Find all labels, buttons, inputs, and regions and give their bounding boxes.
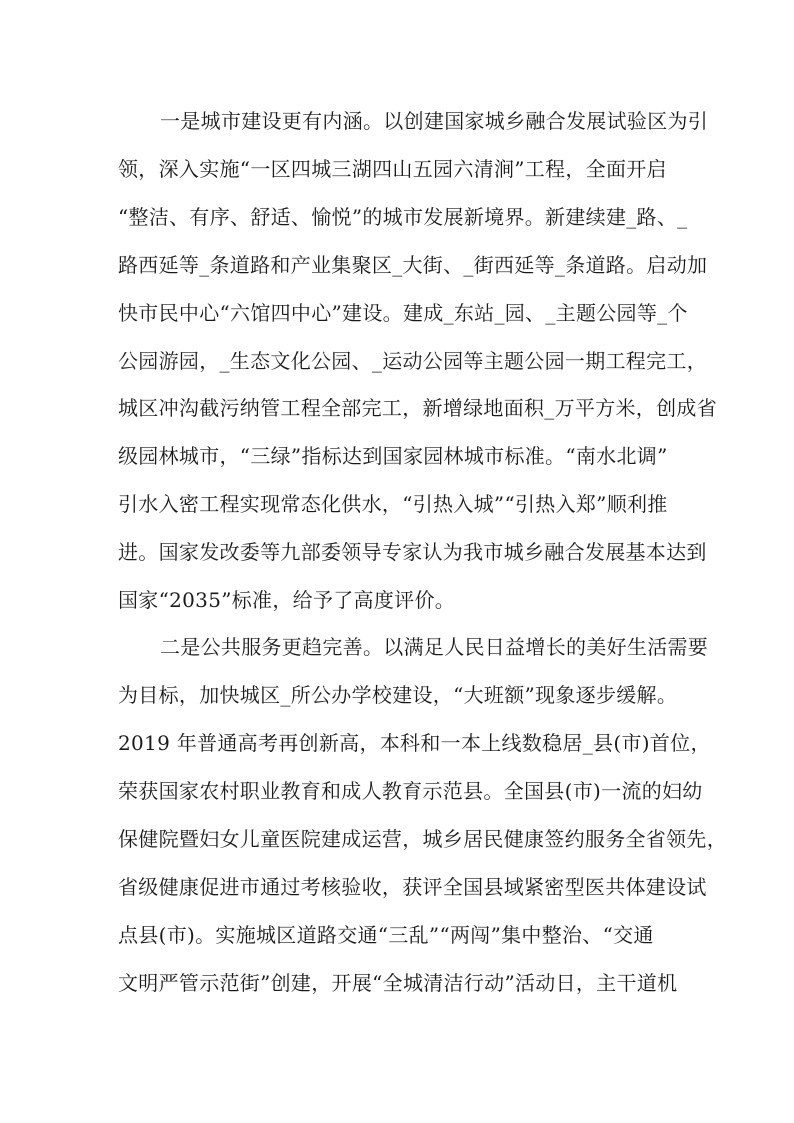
paragraph-2-line-8: 文明严管示范街”创建，开展“全城清洁行动”活动日，主干道机 [118, 971, 678, 995]
paragraph-1-line-6: 公园游园，_生态文化公园、_运动公园等主题公园一期工程完工， [118, 349, 707, 373]
paragraph-1-line-9: 引水入密工程实现常态化供水，“引热入城”“引热入郑”顺利推 [118, 492, 668, 516]
paragraph-2-line-2: 为目标，加快城区_所公办学校建设，“大班额”现象逐步缓解。 [118, 683, 678, 707]
paragraph-1-line-5: 快市民中心“六馆四中心”建设。建成_东站_园、_主题公园等_个 [118, 301, 688, 325]
paragraph-1-line-11: 国家“2035”标准，给予了高度评价。 [118, 588, 456, 612]
paragraph-1-line-1: 一是城市建设更有内涵。以创建国家城乡融合发展试验区为引 [160, 109, 709, 133]
paragraph-1-line-10: 进。国家发改委等九部委领导专家认为我市城乡融合发展基本达到 [118, 540, 707, 564]
paragraph-2-line-1: 二是公共服务更趋完善。以满足人民日益增长的美好生活需要 [160, 635, 709, 659]
paragraph-1-line-7: 城区冲沟截污纳管工程全部完工，新增绿地面积_万平方米，创成省 [118, 396, 717, 420]
paragraph-2-line-7: 点县(市)。实施城区道路交通“三乱”“两闯”集中整治、“交通 [118, 923, 654, 947]
paragraph-1-line-8: 级园林城市，“三绿”指标达到国家园林城市标准。“南水北调” [118, 444, 668, 468]
paragraph-2-line-6: 省级健康促进市通过考核验收，获评全国县域紧密型医共体建设试 [118, 875, 707, 899]
paragraph-2-line-5: 保健院暨妇女儿童医院建成运营，城乡居民健康签约服务全省领先， [118, 827, 727, 851]
paragraph-1-line-4: 路西延等_条道路和产业集聚区_大街、_街西延等_条道路。启动加 [118, 253, 708, 277]
paragraph-1-line-2: 领，深入实施“一区四城三湖四山五园六清涧”工程，全面开启 [118, 157, 667, 181]
paragraph-1-line-3: “整洁、有序、舒适、愉悦”的城市发展新境界。新建续建_路、_ [118, 205, 688, 229]
paragraph-2-line-4: 荣获国家农村职业教育和成人教育示范县。全国县(市)一流的妇幼 [118, 779, 703, 803]
paragraph-2-line-3: 2019 年普通高考再创新高，本科和一本上线数稳居_县(市)首位， [118, 731, 711, 755]
